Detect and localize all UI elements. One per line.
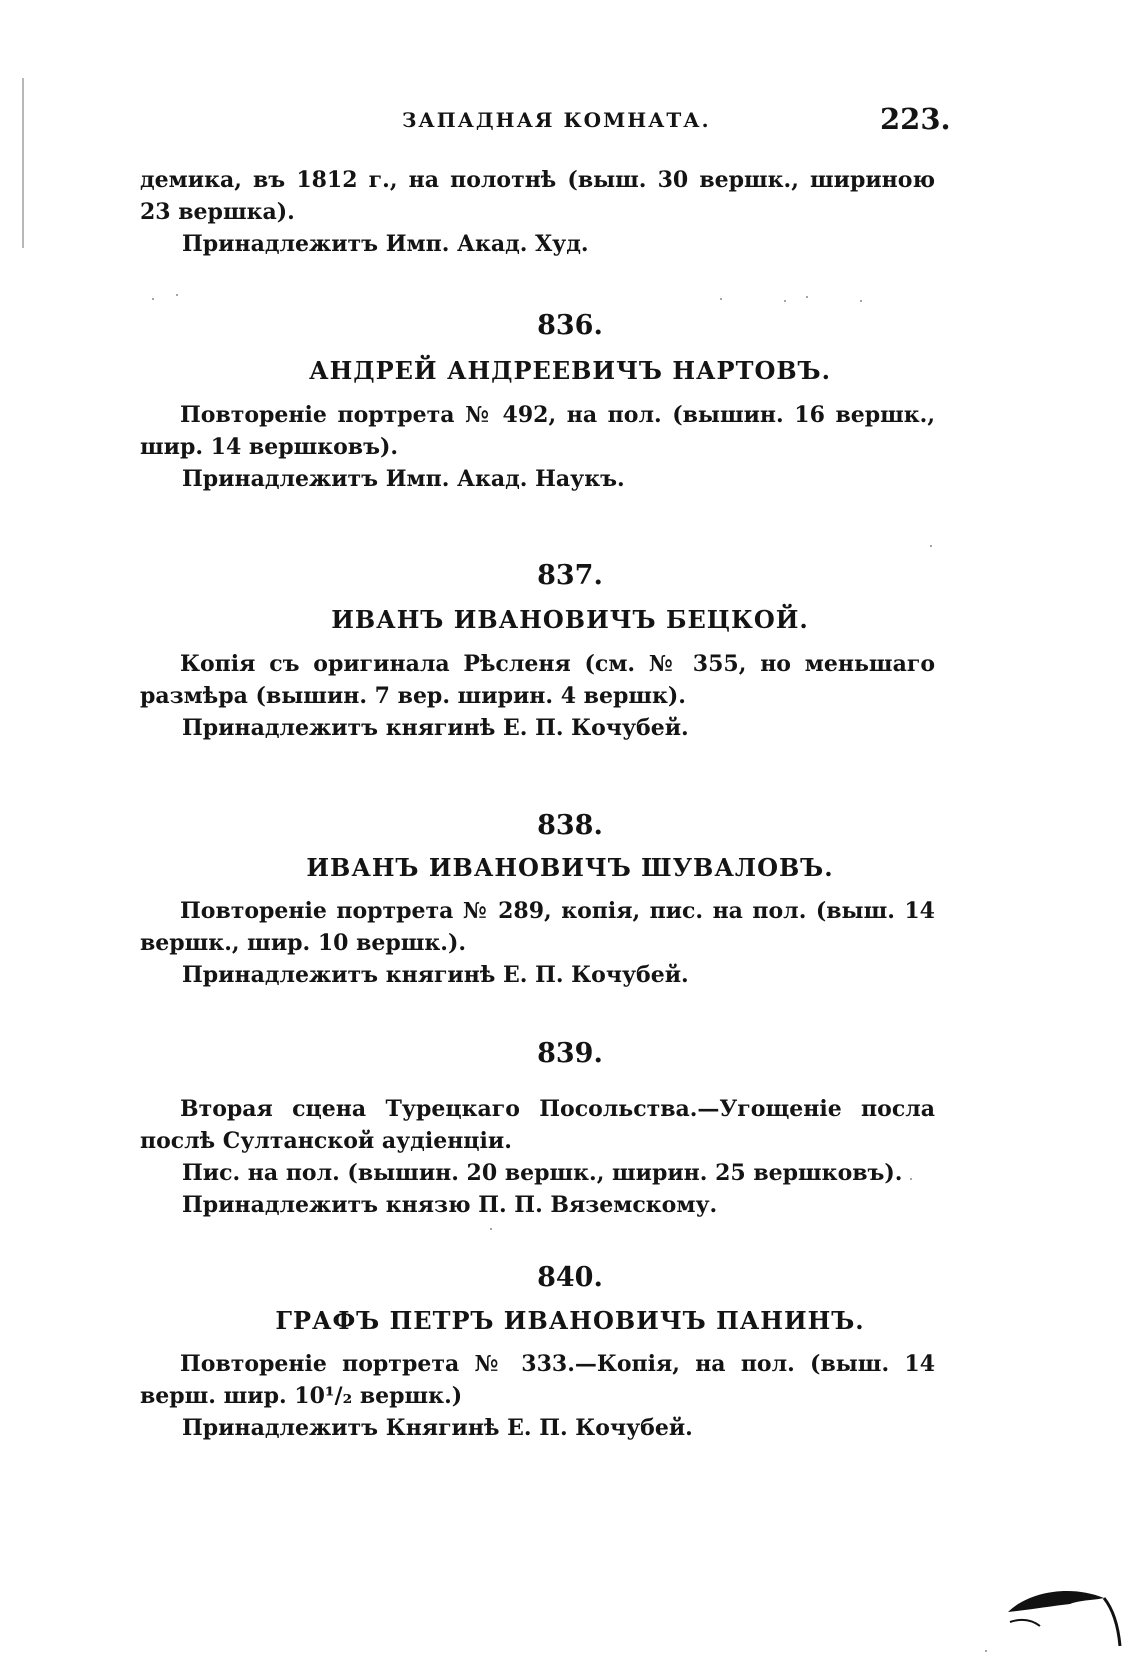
entry-owner-837: Принадлежитъ княгинѣ Е. П. Кочубей. bbox=[182, 715, 689, 741]
entry-text-839: Вторая сцена Турецкаго Посольства.—Угощеніе посла послѣ Султанской аудіенціи. bbox=[140, 1096, 935, 1154]
scan-speck bbox=[985, 1650, 987, 1652]
scan-speck bbox=[806, 296, 808, 298]
entry-number-838: 838. bbox=[537, 810, 603, 841]
continued-text: демика, въ 1812 г., на полотнѣ (выш. 30 вершк., шириною 23 вершка). bbox=[140, 167, 935, 225]
entry-body-837 bbox=[140, 648, 935, 744]
scan-speck bbox=[930, 545, 932, 547]
entry-owner-839: Принадлежитъ князю П. П. Вяземскому. bbox=[182, 1192, 718, 1218]
entry-owner-838: Принадлежитъ княгинѣ Е. П. Кочубей. bbox=[182, 962, 689, 988]
entry-body-839 bbox=[140, 1093, 935, 1221]
entry-body-838 bbox=[140, 895, 935, 991]
continued-entry bbox=[140, 164, 935, 260]
scan-speck bbox=[860, 300, 862, 302]
entry-text-838: Повтореніе портрета № 289, копія, пис. на пол. (выш. 14 вершк., шир. 10 вершк.). bbox=[140, 898, 935, 956]
page-number: 223. bbox=[880, 102, 951, 136]
entry-name-837: ИВАНЪ ИВАНОВИЧЪ БЕЦКОЙ. bbox=[331, 605, 809, 634]
entry-number-840: 840. bbox=[537, 1262, 603, 1293]
scan-speck bbox=[910, 1178, 912, 1180]
running-title: ЗАПАДНАЯ КОМНАТА. bbox=[402, 108, 711, 132]
entry-number-839: 839. bbox=[537, 1038, 603, 1069]
entry-text-837: Копія съ оригинала Рѣсленя (см. № 355, но меньшаго размѣра (вышин. 7 вер. ширин. 4 вершк). bbox=[140, 651, 935, 709]
scan-speck bbox=[784, 300, 786, 302]
scan-speck bbox=[720, 298, 722, 300]
entry-body-836 bbox=[140, 399, 935, 495]
entry-owner-836: Принадлежитъ Имп. Акад. Наукъ. bbox=[182, 466, 625, 492]
continued-owner: Принадлежитъ Имп. Акад. Худ. bbox=[182, 231, 589, 257]
scan-speck bbox=[152, 298, 154, 300]
margin-line bbox=[22, 78, 24, 248]
entry-owner-840: Принадлежитъ Княгинѣ Е. П. Кочубей. bbox=[182, 1415, 693, 1441]
entry-name-840: ГРАФЪ ПЕТРЪ ИВАНОВИЧЪ ПАНИНЪ. bbox=[275, 1306, 865, 1335]
entry-text-836: Повтореніе портрета № 492, на пол. (вышин. 16 вершк., шир. 14 вершковъ). bbox=[140, 402, 935, 460]
running-header bbox=[0, 102, 1140, 142]
entry-number-836: 836. bbox=[537, 310, 603, 341]
entry-name-838: ИВАНЪ ИВАНОВИЧЪ ШУВАЛОВЪ. bbox=[306, 853, 834, 882]
entry-number-837: 837. bbox=[537, 560, 603, 591]
printer-flourish-ornament bbox=[1000, 1570, 1125, 1650]
entry-text-840: Повтореніе портрета № 333.—Копія, на пол. (выш. 14 верш. шир. 10¹/₂ вершк.) bbox=[140, 1351, 935, 1409]
entry-body-840 bbox=[140, 1348, 935, 1444]
scan-speck bbox=[490, 1228, 492, 1230]
scan-speck bbox=[176, 294, 178, 296]
entry-name-836: АНДРЕЙ АНДРЕЕВИЧЪ НАРТОВЪ. bbox=[309, 356, 831, 385]
entry-text2-839: Пис. на пол. (вышин. 20 вершк., ширин. 25 вершковъ). bbox=[182, 1160, 903, 1186]
